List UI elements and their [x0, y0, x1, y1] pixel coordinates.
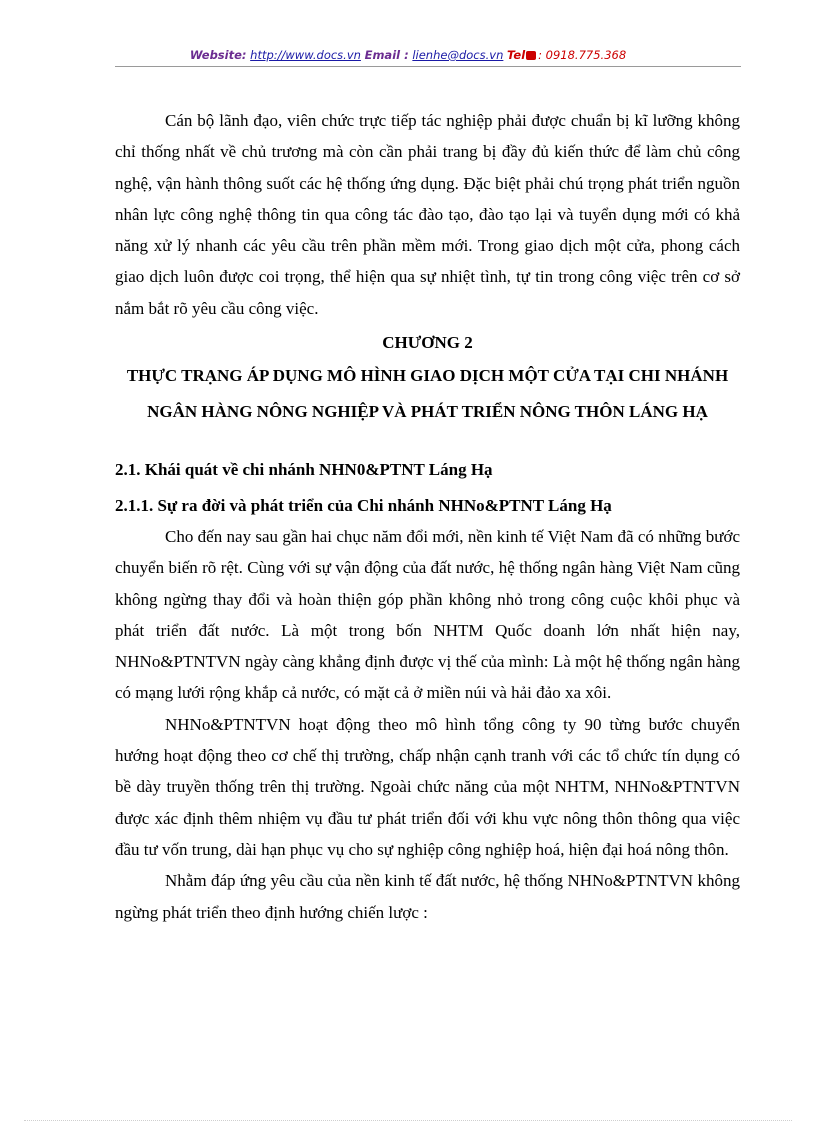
phone-number: : 0918.775.368 — [538, 48, 627, 62]
document-body — [115, 105, 740, 928]
footer-divider — [24, 1120, 792, 1121]
header-divider — [115, 66, 741, 67]
paragraph-3: NHNo&PTNTVN hoạt động theo mô hình tổng công ty 90 từng bước chuyển hướng hoạt động theo cơ chế thị trường, chấp nhận cạnh tranh với các tổ chức tín dụng có bề dày truyền thống trên thị trường. Ngoài chức năng của một NHTM, NHNo&PTNTVN được xác định thêm nhiệm vụ đầu tư phát triển đối với khu vực nông thôn thông qua việc đầu tư vốn trung, dài hạn phục vụ cho sự nghiệp công nghiệp hoá, hiện đại hoá nông thôn. — [115, 714, 740, 859]
tel-label: Tel — [507, 48, 526, 62]
page-header — [0, 48, 816, 62]
phone-icon — [526, 51, 536, 60]
email-link[interactable]: lienhe@docs.vn — [412, 48, 504, 62]
paragraph-1: Cán bộ lãnh đạo, viên chức trực tiếp tác nghiệp phải được chuẩn bị kĩ lưỡng không chỉ thống nhất về chủ trương mà còn cần phải trang bị đầy đủ kiến thức để làm chủ công nghệ, vận hành thông suốt các hệ thống ứng dụng. Đặc biệt phải chú trọng phát triển nguồn nhân lực công nghệ thông tin qua công tác đào tạo, đào tạo lại và tuyển dụng mới có khả năng xử lý nhanh các yêu cầu trên phần mềm mới. Trong giao dịch một cửa, phong cách giao dịch luôn được coi trọng, thể hiện qua sự nhiệt tình, tự tin trong công việc trên cơ sở nắm bắt rõ yêu cầu công việc. — [115, 111, 740, 318]
section-heading-2-1: 2.1. Khái quát về chi nhánh NHN0&PTNT Láng Hạ — [115, 460, 493, 480]
website-label: Website: — [189, 48, 247, 62]
email-label: Email : — [364, 48, 409, 62]
paragraph-4: Nhằm đáp ứng yêu cầu của nền kinh tế đất nước, hệ thống NHNo&PTNTVN không ngừng phát triển theo định hướng chiến lược : — [115, 871, 740, 922]
section-heading-2-1-1: 2.1.1. Sự ra đời và phát triển của Chi nhánh NHNo&PTNT Láng Hạ — [115, 495, 612, 515]
paragraph-2: Cho đến nay sau gần hai chục năm đổi mới, nền kinh tế Việt Nam đã có những bước chuyển biến rõ rệt. Cùng với sự vận động của đất nước, hệ thống ngân hàng Việt Nam cũng không ngừng thay đổi và hoàn thiện góp phần không nhỏ trong công cuộc khôi phục và phát triển đất nước. Là một trong bốn NHTM Quốc doanh lớn nhất hiện nay, NHNo&PTNTVN ngày càng khẳng định được vị thế của mình: Là một hệ thống ngân hàng có mạng lưới rộng khắp cả nước, có mặt cả ở miền núi và hải đảo xa xôi. — [115, 526, 740, 703]
website-link[interactable]: http://www.docs.vn — [250, 48, 361, 62]
chapter-heading: CHƯƠNG 2 — [382, 333, 473, 353]
chapter-title: THỰC TRẠNG ÁP DỤNG MÔ HÌNH GIAO DỊCH MỘT CỬA TẠI CHI NHÁNH NGÂN HÀNG NÔNG NGHIỆP VÀ PHÁT TRIỂN NÔNG THÔN LÁNG HẠ — [126, 366, 729, 422]
